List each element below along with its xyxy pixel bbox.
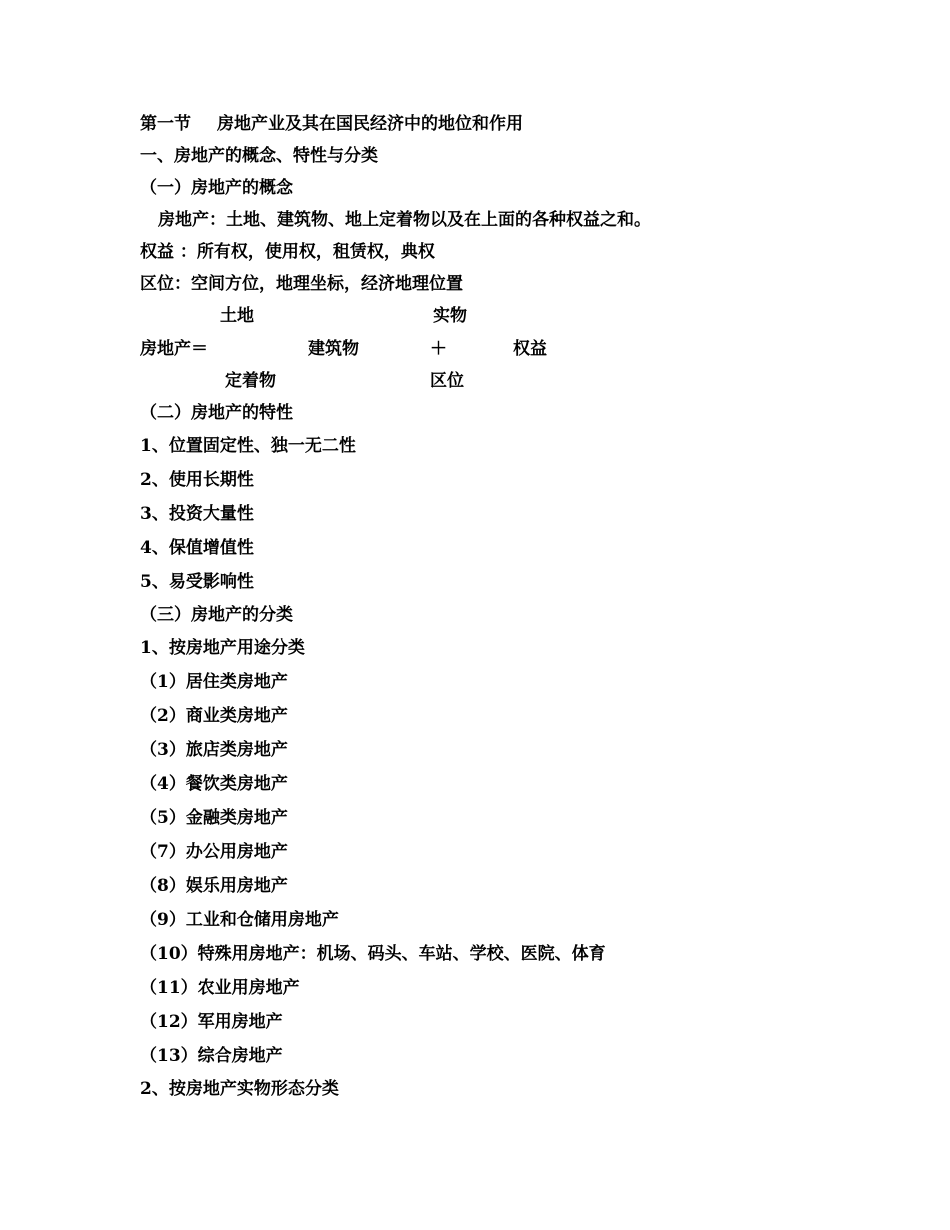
formula-district: 区位 xyxy=(430,371,464,391)
use-item: （3）旅店类房地产 xyxy=(140,740,288,760)
formula-interest: 权益 xyxy=(513,339,547,359)
use-item: （12）军用房地产 xyxy=(140,1012,283,1032)
use-item: （9）工业和仓储用房地产 xyxy=(140,910,339,930)
classification-by-use: 1、按房地产用途分类 xyxy=(140,638,305,658)
formula-land: 土地 xyxy=(220,306,254,326)
formula-physical: 实物 xyxy=(433,306,467,326)
section-number: 第一节 xyxy=(140,114,191,134)
use-item: （4）餐饮类房地产 xyxy=(140,774,288,794)
section-heading: 房地产业及其在国民经济中的地位和作用 xyxy=(217,114,523,134)
classification-by-form: 2、按房地产实物形态分类 xyxy=(140,1079,339,1099)
trait-item: 4、保值增值性 xyxy=(140,538,254,558)
use-item: （8）娱乐用房地产 xyxy=(140,876,288,896)
subheading-concept: （一）房地产的概念 xyxy=(140,178,293,198)
trait-item: 3、投资大量性 xyxy=(140,504,254,524)
subheading-classification: （三）房地产的分类 xyxy=(140,605,293,625)
section-title xyxy=(140,113,523,135)
definition-text: 房地产：土地、建筑物、地上定着物以及在上面的各种权益之和。 xyxy=(158,210,651,230)
formula-plus: ＋ xyxy=(430,339,447,359)
use-item: （11）农业用房地产 xyxy=(140,978,300,998)
use-item: （10）特殊用房地产：机场、码头、车站、学校、医院、体育 xyxy=(140,944,606,964)
location-text: 区位：空间方位，地理坐标，经济地理位置 xyxy=(140,274,463,294)
subheading-traits: （二）房地产的特性 xyxy=(140,403,293,423)
use-item: （5）金融类房地产 xyxy=(140,808,288,828)
trait-item: 5、易受影响性 xyxy=(140,572,254,592)
use-item: （1）居住类房地产 xyxy=(140,672,288,692)
trait-item: 1、位置固定性、独一无二性 xyxy=(140,436,356,456)
rights-text: 权益 ：所有权，使用权，租赁权，典权 xyxy=(140,242,435,262)
formula-lhs: 房地产＝ xyxy=(140,339,208,359)
trait-item: 2、使用长期性 xyxy=(140,470,254,490)
use-item: （13）综合房地产 xyxy=(140,1046,283,1066)
heading-1: 一、房地产的概念、特性与分类 xyxy=(140,146,378,166)
use-item: （2）商业类房地产 xyxy=(140,706,288,726)
formula-fixture: 定着物 xyxy=(225,371,276,391)
use-item: （7）办公用房地产 xyxy=(140,842,288,862)
formula-building: 建筑物 xyxy=(308,339,359,359)
